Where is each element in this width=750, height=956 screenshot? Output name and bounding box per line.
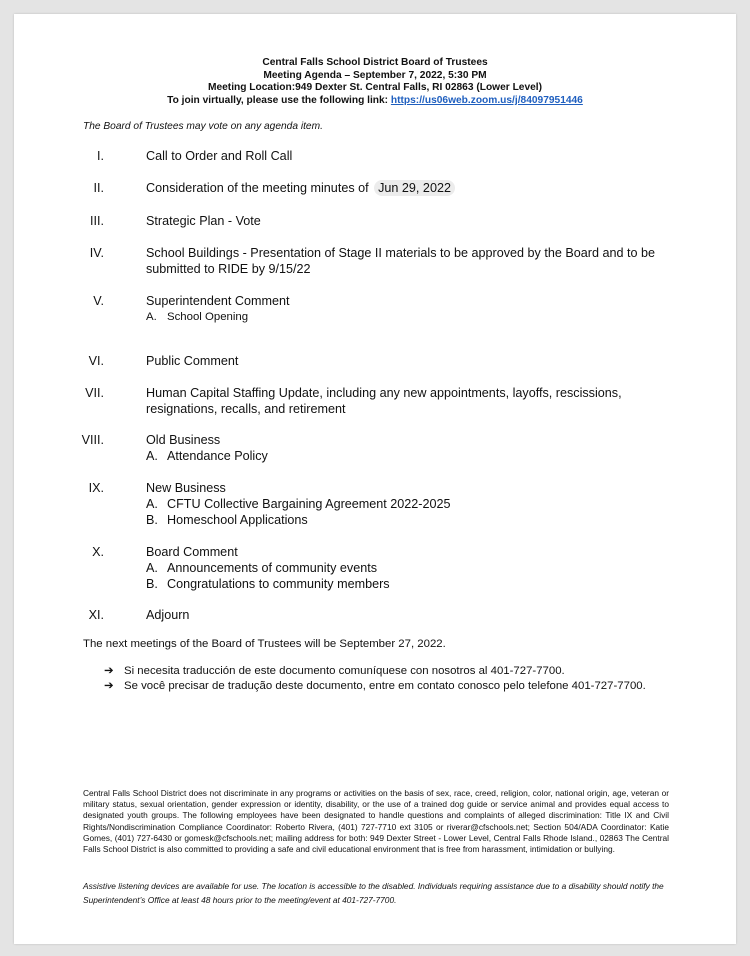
agenda-item-text: Old Business	[146, 433, 221, 447]
sub-item-letter: A.	[146, 311, 157, 323]
zoom-link[interactable]: https://us06web.zoom.us/j/84097951446	[390, 94, 583, 106]
sub-item-letter: A.	[146, 561, 158, 575]
next-meetings-note: The next meetings of the Board of Trustees will be September 27, 2022.	[83, 638, 446, 650]
agenda-numeral: I.	[97, 149, 104, 163]
document-header	[0, 57, 750, 107]
sub-item-text: School Opening	[167, 311, 249, 323]
agenda-item-text: Call to Order and Roll Call	[146, 149, 293, 163]
agenda-numeral: X.	[92, 545, 104, 559]
agenda-item-text: Strategic Plan - Vote	[146, 214, 261, 228]
vote-note: The Board of Trustees may vote on any agenda item.	[83, 121, 323, 132]
sub-item	[146, 560, 666, 576]
location-line: Meeting Location:949 Dexter St. Central Falls, RI 02863 (Lower Level)	[207, 82, 543, 94]
arrow-icon: ➔	[104, 680, 114, 692]
agenda-item-text: Board Comment	[146, 545, 238, 559]
virtual-line	[0, 95, 750, 108]
minutes-date-chip[interactable]: Jun 29, 2022	[374, 180, 455, 196]
agenda-item-text: Human Capital Staffing Update, including any new appointments, layoffs, rescissions, resignations, recalls, and retirement	[146, 386, 622, 416]
agenda-item-text: Adjourn	[146, 608, 190, 622]
agenda-numeral: III.	[90, 214, 104, 228]
agenda-numeral: XI.	[88, 608, 104, 622]
sub-item-text: Attendance Policy	[167, 449, 268, 463]
sub-item-text: Homeschool Applications	[167, 513, 308, 527]
sub-item-letter: B.	[146, 577, 158, 591]
sub-item	[146, 309, 666, 325]
agenda-numeral: VII.	[85, 386, 104, 400]
agenda-item-text: New Business	[146, 481, 226, 495]
agenda-item-text: Superintendent Comment	[146, 294, 290, 308]
sub-item	[146, 496, 666, 512]
arrow-icon: ➔	[104, 665, 114, 677]
agenda-item-text: School Buildings - Presentation of Stage II materials to be approved by the Board and to be submitted to RIDE by 9/15/22	[146, 246, 655, 276]
agenda-item-text: Consideration of the meeting minutes of	[146, 181, 369, 195]
bullet-text: Si necesita traducción de este documento comuníquese con nosotros al 401-727-7700.	[124, 665, 565, 677]
sub-item-letter: A.	[146, 497, 158, 511]
virtual-prefix: To join virtually, please use the following link:	[167, 94, 391, 106]
agenda-numeral: VI.	[88, 354, 104, 368]
agenda-numeral: VIII.	[81, 433, 104, 447]
sub-item	[146, 576, 666, 592]
bullet-item	[104, 679, 646, 694]
sub-item-text: CFTU Collective Bargaining Agreement 2022-2025	[167, 497, 451, 511]
bullet-item	[104, 664, 646, 679]
agenda-numeral: IX.	[88, 481, 104, 495]
sub-item-text: Congratulations to community members	[167, 577, 390, 591]
translation-bullets	[104, 664, 646, 694]
nondiscrimination-disclaimer: Central Falls School District does not discriminate in any programs or activities on the basis of sex, race, creed, religion, color, national origin, age, veteran or military status, sexual orientation, gender expression or identity, disability, or the use of a trained dog guide or service animal and provides equal access to designated youth groups. The following employees have been designated to handle questions and complaints of alleged discrimination: Title IX and Civil Rights/Nondiscrimination Compliance Coordinator: Roberto Rivera, (401) 727-7710 ext 3105 or riverar@cfschools.net; Section 504/ADA Coordinator: Katie Gomes, (401) 727-6430 or gomesk@cfschools.net; mailing address for both: 949 Dexter Street - Lower Level, Central Falls Rhode Island., 02863 The Central Falls School District is also committed to providing a safe and civil educational environment that is free from harassment, intimidation or bullying.	[83, 788, 669, 855]
agenda-numeral: V.	[93, 294, 104, 308]
agenda-date-line: Meeting Agenda – September 7, 2022, 5:30 PM	[263, 69, 487, 81]
bullet-text: Se você precisar de tradução deste documento, entre em contato conosco pelo telefone 401-727-7700.	[124, 680, 646, 692]
sub-item-text: Announcements of community events	[167, 561, 378, 575]
agenda-numeral: IV.	[89, 246, 104, 260]
agenda-item-text: Public Comment	[146, 354, 239, 368]
sub-item	[146, 448, 666, 464]
org-title: Central Falls School District Board of Trustees	[262, 57, 488, 68]
sub-item-letter: A.	[146, 449, 158, 463]
sub-item	[146, 512, 666, 528]
sub-item-letter: B.	[146, 513, 158, 527]
accessibility-note: Assistive listening devices are available for use. The location is accessible to the disabled. Individuals requiring assistance due to a disability should notify the Superintendent’s Office at least 48 hours prior to the meeting/event at 401-727-7700.	[83, 881, 664, 905]
agenda-numeral: II.	[93, 181, 104, 195]
